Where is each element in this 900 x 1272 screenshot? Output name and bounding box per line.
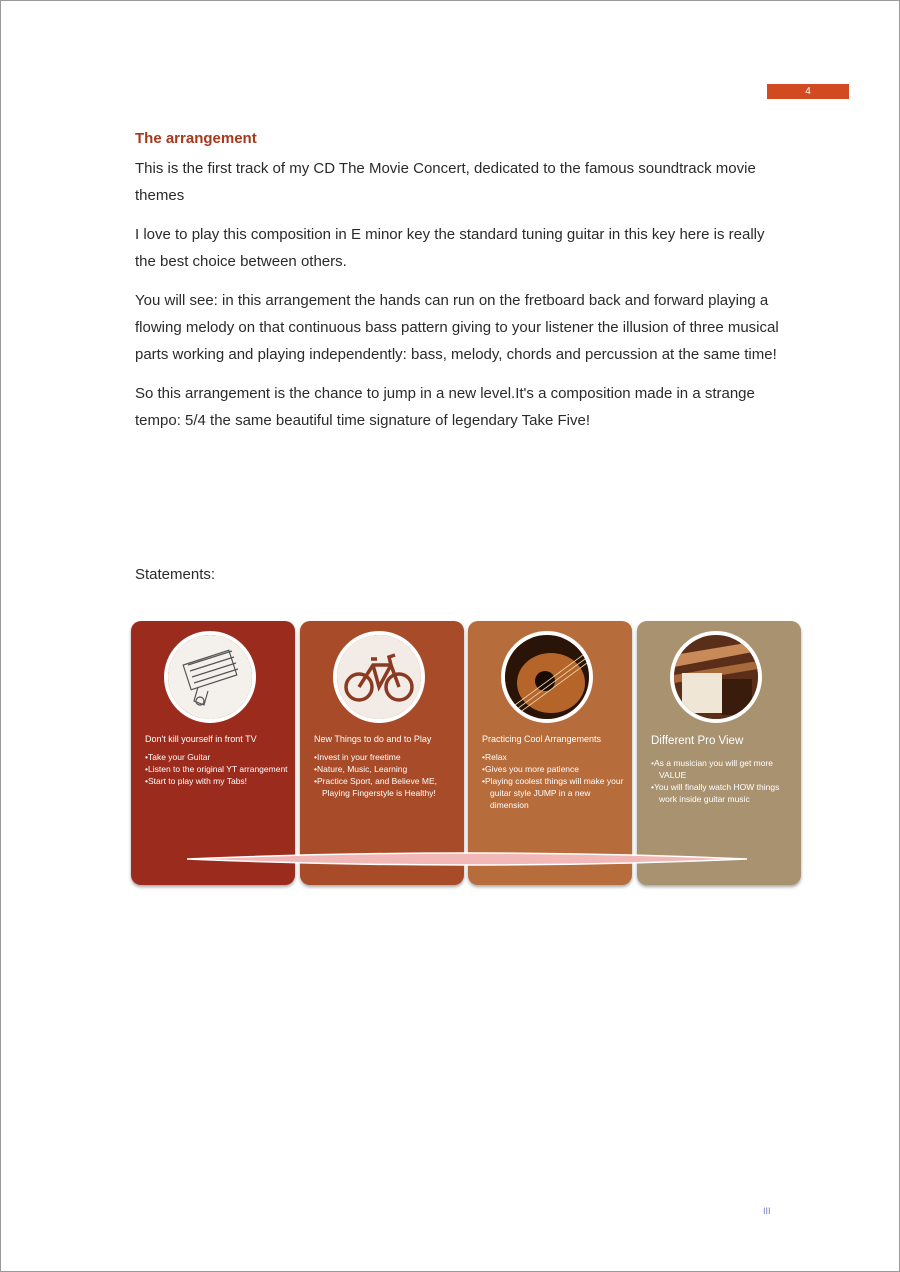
paragraph: This is the first track of my CD The Movie Concert, dedicated to the famous soundtrack movie themes [135,160,756,204]
statements-graphic [127,621,801,887]
card-bullet: • Relax [482,751,628,763]
card-title: Practicing Cool Arrangements [482,734,602,744]
page-number-badge: 4 [767,84,849,99]
card-bullet: • Playing coolest things will make your guitar style JUMP in a new dimension [482,775,628,811]
card-bullet: • Nature, Music, Learning [314,763,460,775]
guitar-closeup-icon [501,631,593,723]
card-bullet: • Invest in your freetime [314,751,460,763]
main-text [135,129,785,446]
card-bullets [314,751,460,799]
card-bullet: • You will finally watch HOW things work inside guitar music [651,781,797,805]
statement-card [300,621,464,885]
footer-page-number: III [763,1206,771,1216]
card-bullet: • Start to play with my Tabs! [145,775,291,787]
card-bullets [482,751,628,811]
section-heading: The arrangement [135,130,257,147]
card-bullet: • Take your Guitar [145,751,291,763]
statement-card [468,621,632,885]
card-bullet: • Gives you more patience [482,763,628,775]
card-bullet: • Listen to the original YT arrangement [145,763,291,775]
paragraph: I love to play this composition in E minor key the standard tuning guitar in this key here is really the best choice between others. [135,226,765,270]
guitar-tab-sketch-icon [164,631,256,723]
card-bullets [651,757,797,805]
guitar-interior-icon [670,631,762,723]
paragraph: So this arrangement is the chance to jump in a new level.It's a composition made in a strange tempo: 5/4 the same beautiful time signature of legendary Take Five! [135,385,755,429]
card-title: Different Pro View [651,735,744,747]
statement-card [131,621,295,885]
card-bullets [145,751,291,787]
card-title: Don't kill yourself in front TV [145,734,257,744]
card-bullet: • Practice Sport, and Believe ME, Playing Fingerstyle is Healthy! [314,775,460,799]
statements-label: Statements: [135,566,216,583]
paragraph: You will see: in this arrangement the hands can run on the fretboard back and forward playing a flowing melody on that continuous bass pattern giving to your listener the illusion of three musical parts working and playing independently: bass, melody, chords and percussion at the same time! [135,292,779,363]
decorative-swoosh [187,849,747,869]
card-title: New Things to do and to Play [314,734,432,744]
bicycle-icon [333,631,425,723]
card-bullet: • As a musician you will get more VALUE [651,757,797,781]
statement-card [637,621,801,885]
